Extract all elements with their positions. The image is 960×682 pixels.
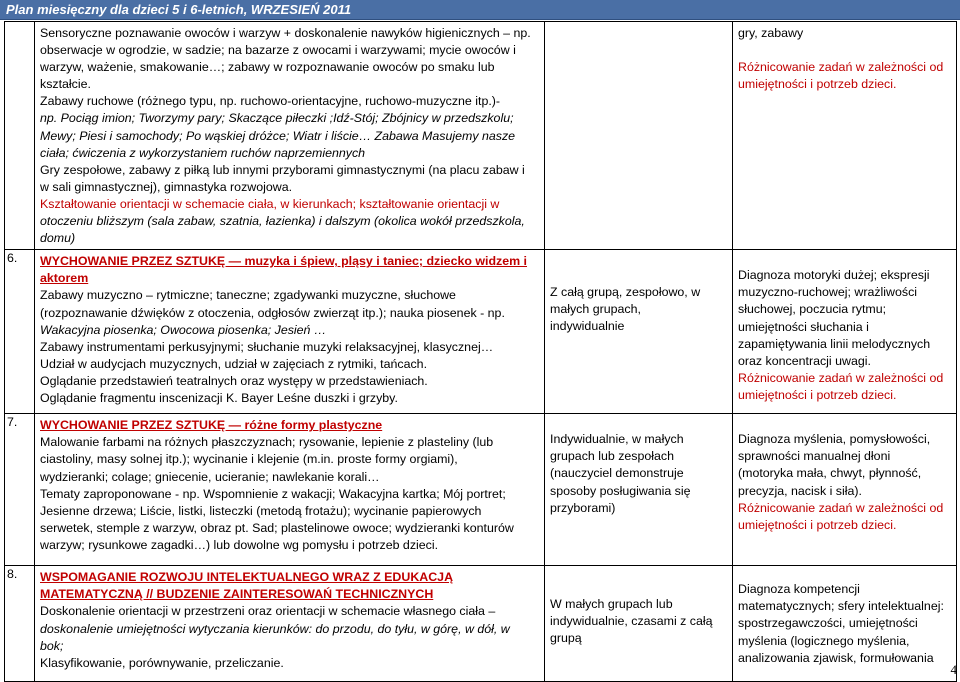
notes-line: umiejętności i potrzeb dzieci. xyxy=(738,77,897,92)
text-line: np. Pociąg imion; Tworzymy pary; Skaczące piłeczki ;Idź-Stój; Zbójnicy w przedszkolu; xyxy=(40,111,514,126)
table-row xyxy=(5,414,957,566)
activity-cell xyxy=(35,22,545,250)
text-line: Oglądanie przedstawień teatralnych oraz występy w przedstawieniach. xyxy=(40,373,428,388)
page-number: 4 xyxy=(950,662,957,677)
form-line: grupach lub zespołach xyxy=(550,449,674,464)
text-line: kształcie. xyxy=(40,77,91,92)
form-line: Z całą grupą, zespołowo, w xyxy=(550,285,701,300)
text-line: bok; xyxy=(40,638,64,653)
notes-line: myślenia (logicznego myślenia, xyxy=(738,633,910,648)
form-line: Indywidualnie, w małych xyxy=(550,432,684,447)
text-line: wydzieranki; colage; gniecenie, ucieranie; nawlekanie korali… xyxy=(40,469,380,484)
text-line: otoczeniu bliższym (sala zabaw, szatnia, łazienka) i dalszym (okolica wokół przedszkola, xyxy=(40,214,525,229)
section-title: WYCHOWANIE PRZEZ SZTUKĘ — muzyka i śpiew, pląsy i taniec; dziecko widzem i aktorem xyxy=(40,254,528,286)
text-line: Gry zespołowe, zabawy z piłką lub innymi przyborami gimnastycznymi (na placu zabaw i xyxy=(40,162,525,177)
text-line: Zabawy ruchowe (różnego typu, np. ruchowo-orientacyjne, ruchowo-muzyczne itp.)- xyxy=(40,94,501,109)
notes-line: umiejętności słuchania i xyxy=(738,319,869,334)
text-line: ciała; ćwiczenia z wykorzystaniem ruchów naprzemiennych xyxy=(40,145,366,160)
text-line: Doskonalenie orientacji w przestrzeni oraz orientacji w schemacie własnego ciała – xyxy=(40,604,496,619)
text-line: warzyw; rysunkowe zagadki…) lub dowolne wg pomysłu i potrzeb dzieci. xyxy=(40,537,439,552)
form-cell xyxy=(545,566,733,682)
text-line: doskonalenie umiejętności wytyczania kierunków: do przodu, do tyłu, w górę, w dół, w xyxy=(40,621,510,636)
notes-cell xyxy=(733,22,957,250)
table-row xyxy=(5,566,957,682)
notes-line: muzyczno-ruchowej; wrażliwości xyxy=(738,285,918,300)
text-line: Jesienne drzewa; Liście, listki, listeczki (metodą frotażu); wycinanie papierowych xyxy=(40,503,482,518)
notes-line: sprawności manualnej dłoni xyxy=(738,449,891,464)
row-number xyxy=(5,22,35,250)
form-line: grupą xyxy=(550,631,582,646)
section-title: WSPOMAGANIE ROZWOJU INTELEKTUALNEGO WRAZ Z EDUKACJĄ MATEMATYCZNĄ // BUDZENIE ZAINTERESOWAŃ TECHNICZNYCH xyxy=(40,570,454,602)
row-number: 7. xyxy=(5,414,35,566)
notes-line: matematycznych; sfery intelektualnej: xyxy=(738,599,944,614)
row-number: 8. xyxy=(5,566,35,682)
table-row xyxy=(5,250,957,414)
text-line: serwetek, stemple z warzyw, obraz pt. Sad; plastelinowe owoce; wydzieranki konturów xyxy=(40,520,514,535)
page-header xyxy=(0,0,960,20)
notes-line: Diagnoza kompetencji xyxy=(738,582,860,597)
text-line: Zabawy muzyczno – rytmiczne; taneczne; zgadywanki muzyczne, słuchowe xyxy=(40,288,456,303)
activity-cell xyxy=(35,566,545,682)
notes-line: gry, zabawy xyxy=(738,26,804,40)
notes-cell xyxy=(733,250,957,414)
text-line: domu) xyxy=(40,231,76,246)
form-cell xyxy=(545,250,733,414)
text-line: obserwacje w ogrodzie, w sadzie; na bazarze z owocami i warzywami; mycie owoców i xyxy=(40,43,516,58)
text-line: ciastoliny, masy solnej itp.); wycinanie i klejenie (m.in. proste formy orgiami), xyxy=(40,452,458,467)
table-row xyxy=(5,22,957,250)
notes-line: oraz koncentracji uwagi. xyxy=(738,353,871,368)
notes-line: Diagnoza motoryki dużej; ekspresji xyxy=(738,268,930,283)
form-cell xyxy=(545,414,733,566)
notes-line: Różnicowanie zadań w zależności od xyxy=(738,370,944,385)
form-line: sposoby posługiwania się xyxy=(550,483,691,498)
text-line: Zabawy instrumentami perkusyjnymi; słuchanie muzyki relaksacyjnej, klasycznej… xyxy=(40,339,494,354)
plan-table xyxy=(4,21,957,682)
notes-line: spostrzegawczości, umiejętności xyxy=(738,616,918,631)
notes-line: umiejętności i potrzeb dzieci. xyxy=(738,517,897,532)
notes-line: analizowania zjawisk, formułowania xyxy=(738,650,934,665)
text-line: Klasyfikowanie, porównywanie, przeliczanie. xyxy=(40,655,284,670)
activity-cell xyxy=(35,250,545,414)
text-line: Udział w audycjach muzycznych, udział w zajęciach z rytmiki, tańcach. xyxy=(40,356,428,371)
form-line: W małych grupach lub xyxy=(550,597,673,612)
text-line: Mewy; Piesi i samochody; Po wąskiej dróżce; Wiatr i liście… Zabawa Masujemy nasze xyxy=(40,128,516,143)
header-title: Plan miesięczny dla dzieci 5 i 6-letnich, WRZESIEŃ 2011 xyxy=(6,2,352,17)
notes-line: umiejętności i potrzeb dzieci. xyxy=(738,387,897,402)
form-line: (nauczyciel demonstruje xyxy=(550,466,684,481)
text-line: w sali gimnastycznej), gimnastyka rozwojowa. xyxy=(40,179,293,194)
form-line: indywidualnie xyxy=(550,319,625,334)
notes-line: Różnicowanie zadań w zależności od xyxy=(738,500,944,515)
section-title: WYCHOWANIE PRZEZ SZTUKĘ — różne formy plastyczne xyxy=(40,418,383,433)
text-line: (rozpoznawanie dźwięków z otoczenia, odgłosów zwierząt itp.); nauka piosenek - np. xyxy=(40,305,505,320)
form-cell xyxy=(545,22,733,250)
text-line: Sensoryczne poznawanie owoców i warzyw + doskonalenie nawyków higienicznych – np. xyxy=(40,26,531,40)
text-line: Oglądanie fragmentu inscenizacji K. Bayer Leśne duszki i grzyby. xyxy=(40,390,398,405)
activity-cell xyxy=(35,414,545,566)
row-number: 6. xyxy=(5,250,35,414)
notes-line: Różnicowanie zadań w zależności od xyxy=(738,60,944,75)
notes-line: precyzja, nacisk i siła). xyxy=(738,483,862,498)
form-line: przyborami) xyxy=(550,500,616,515)
spacer xyxy=(738,42,951,59)
notes-cell xyxy=(733,566,957,682)
text-line: Malowanie farbami na różnych płaszczyznach; rysowanie, lepienie z plasteliny (lub xyxy=(40,435,494,450)
notes-line: zapamiętywania linii melodycznych xyxy=(738,336,931,351)
notes-cell xyxy=(733,414,957,566)
form-line: indywidualnie, czasami z całą xyxy=(550,614,713,629)
text-line: Wakacyjna piosenka; Owocowa piosenka; Jesień … xyxy=(40,322,327,337)
text-line: Kształtowanie orientacji w schemacie ciała, w kierunkach; kształtowanie orientacji w xyxy=(40,196,500,211)
form-line: małych grupach, xyxy=(550,302,641,317)
notes-line: słuchowej, poczucia rytmu; xyxy=(738,302,887,317)
notes-line: Diagnoza myślenia, pomysłowości, xyxy=(738,432,931,447)
text-line: warzyw, ważenie, smakowanie…; zabawy w rozpoznawanie owoców po smaku lub xyxy=(40,60,495,75)
text-line: Tematy zaproponowane - np. Wspomnienie z wakacji; Wakacyjna kartka; Mój portret; xyxy=(40,486,506,501)
notes-line: (motoryka mała, chwyt, płynność, xyxy=(738,466,922,481)
